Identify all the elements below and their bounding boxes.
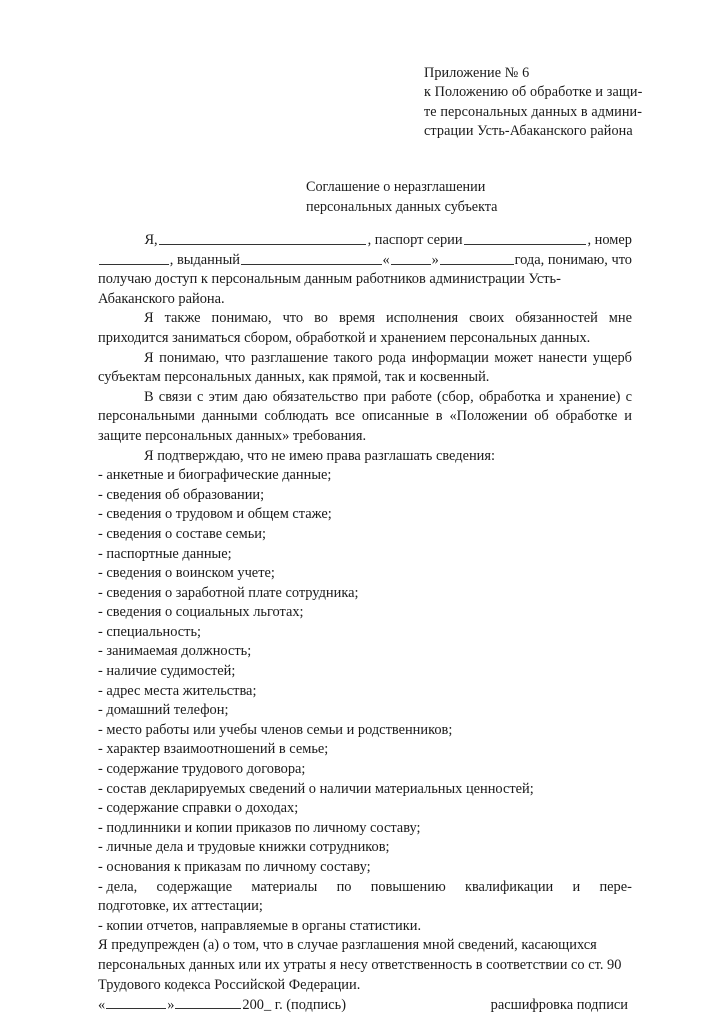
word: материалы [251, 878, 318, 895]
closing-line-3: Трудового кодекса Российской Федерации. [98, 976, 361, 993]
list-item: - адрес места жительства; [98, 682, 257, 699]
header-line-appendix: Приложение № 6 [424, 65, 530, 81]
list-item: - сведения о социальных льготах; [98, 604, 304, 621]
list-item: - личные дела и трудовые книжки сотрудников; [98, 839, 390, 856]
issue-month-blank[interactable] [440, 251, 514, 265]
list-item-qualification-line-2: подготовке, их аттестации; [98, 898, 263, 915]
list-item: - анкетные и биографические данные; [98, 467, 332, 484]
list-item: - содержание трудового договора; [98, 761, 306, 778]
list-item: - место работы или учебы членов семьи и родственников; [98, 721, 453, 738]
issued-by-blank[interactable] [241, 251, 382, 265]
quote-close: » [431, 251, 439, 268]
signature-decoding-label: расшифровка подписи [490, 997, 628, 1014]
list-item: - сведения о трудовом и общем стаже; [98, 506, 332, 523]
paragraph-obligation: В связи с этим даю обязательство при работе (сбор, обработка и хранение) с персональными данными соблюдать все описанные в «Положении об обработке и защите персональных данных» требования. [98, 388, 632, 444]
word: - дела, [98, 878, 138, 895]
header-line-regulation-1: к Положению об обработке и защи- [424, 84, 643, 101]
list-item: - сведения о заработной плате сотрудника; [98, 584, 359, 601]
intro-i-word: Я, [144, 232, 158, 248]
header-line-regulation-2: те персональных данных в админи- [424, 103, 643, 120]
list-item-qualification [98, 878, 632, 917]
word: пере- [599, 878, 632, 895]
signature-month-blank[interactable] [175, 995, 241, 1009]
list-item: - характер взаимоотношений в семье; [98, 741, 329, 758]
intro-block [98, 231, 632, 309]
paragraph-harm-warning: Я понимаю, что разглашение такого рода информации может нанести ущерб субъектам персональных данных, как прямой, так и косвенный. [98, 349, 632, 386]
list-item: - копии отчетов, направляемые в органы статистики. [98, 917, 422, 934]
list-item: - состав декларируемых сведений о наличии материальных ценностей; [98, 780, 534, 797]
list-item: - паспортные данные; [98, 545, 232, 562]
list-item: - домашний телефон; [98, 702, 229, 719]
word: содержащие [156, 878, 233, 895]
closing-line-1 [98, 936, 632, 956]
quote-open: « [382, 251, 390, 268]
page-title-line-1: Соглашение о неразглашении [306, 179, 486, 195]
intro-access-text: получаю доступ к персональным данным работников администрации Усть- [98, 271, 561, 288]
issue-year-label: года, понимаю, что [514, 251, 632, 268]
intro-line-1 [98, 231, 632, 251]
signature-year-label: 200_ г. (подпись) [242, 997, 346, 1014]
signature-row [98, 995, 632, 1016]
list-item: - основания к приказам по личному составу; [98, 859, 371, 875]
list-item: - сведения о воинском учете; [98, 565, 275, 582]
word: по [336, 878, 352, 895]
paragraph-understanding-duties: Я также понимаю, что во время исполнения своих обязанностей мне приходится заниматься сбором, обработкой и хранением персональных данных. [98, 310, 632, 346]
list-item: - наличие судимостей; [98, 663, 236, 680]
fullname-blank[interactable] [159, 231, 366, 245]
issued-by-label: , выданный [169, 251, 240, 268]
word: и [572, 878, 581, 895]
list-item: - специальность; [98, 623, 202, 640]
closing-line-2 [98, 956, 632, 976]
intro-line-2 [98, 251, 632, 271]
list-item: - сведения о составе семьи; [98, 525, 267, 542]
passport-number-blank[interactable] [99, 251, 169, 265]
passport-number-label: , номер [587, 232, 632, 248]
list-item: - сведения об образовании; [98, 486, 265, 503]
passport-series-label: , паспорт серии [367, 232, 463, 248]
page-title [306, 178, 606, 217]
word: повышению [370, 878, 446, 895]
header-line-regulation-3: страции Усть-Абаканского района [424, 123, 633, 140]
confidential-items-list [98, 466, 632, 936]
issue-day-blank[interactable] [391, 251, 431, 265]
document-body [98, 231, 632, 1016]
list-item-qualification-line-1 [98, 878, 632, 898]
list-item: - занимаемая должность; [98, 643, 252, 660]
closing-line-1-text: Я предупрежден (а) о том, что в случае разглашения мной сведений, касающихся [98, 937, 597, 954]
intro-line-3 [98, 270, 632, 290]
list-item: - подлинники и копии приказов по личному составу; [98, 819, 421, 836]
word: квалификации [464, 878, 554, 895]
document-header-block [424, 64, 680, 142]
closing-line-2-text: персональных данных или их утраты я несу ответственность в соответствии со ст. 90 [98, 956, 622, 973]
signature-quote-open: « [98, 997, 106, 1014]
intro-line-4: Абаканского района. [98, 290, 225, 307]
list-item: - содержание справки о доходах; [98, 800, 299, 817]
closing-statement [98, 936, 632, 995]
paragraph-confirm: Я подтверждаю, что не имею права разглашать сведения: [144, 447, 495, 464]
indent-spacer [98, 231, 144, 251]
signature-quote-close: » [167, 997, 175, 1014]
passport-series-blank[interactable] [464, 231, 586, 245]
signature-day-blank[interactable] [106, 995, 166, 1009]
page-title-line-2: персональных данных субъекта [306, 198, 498, 215]
